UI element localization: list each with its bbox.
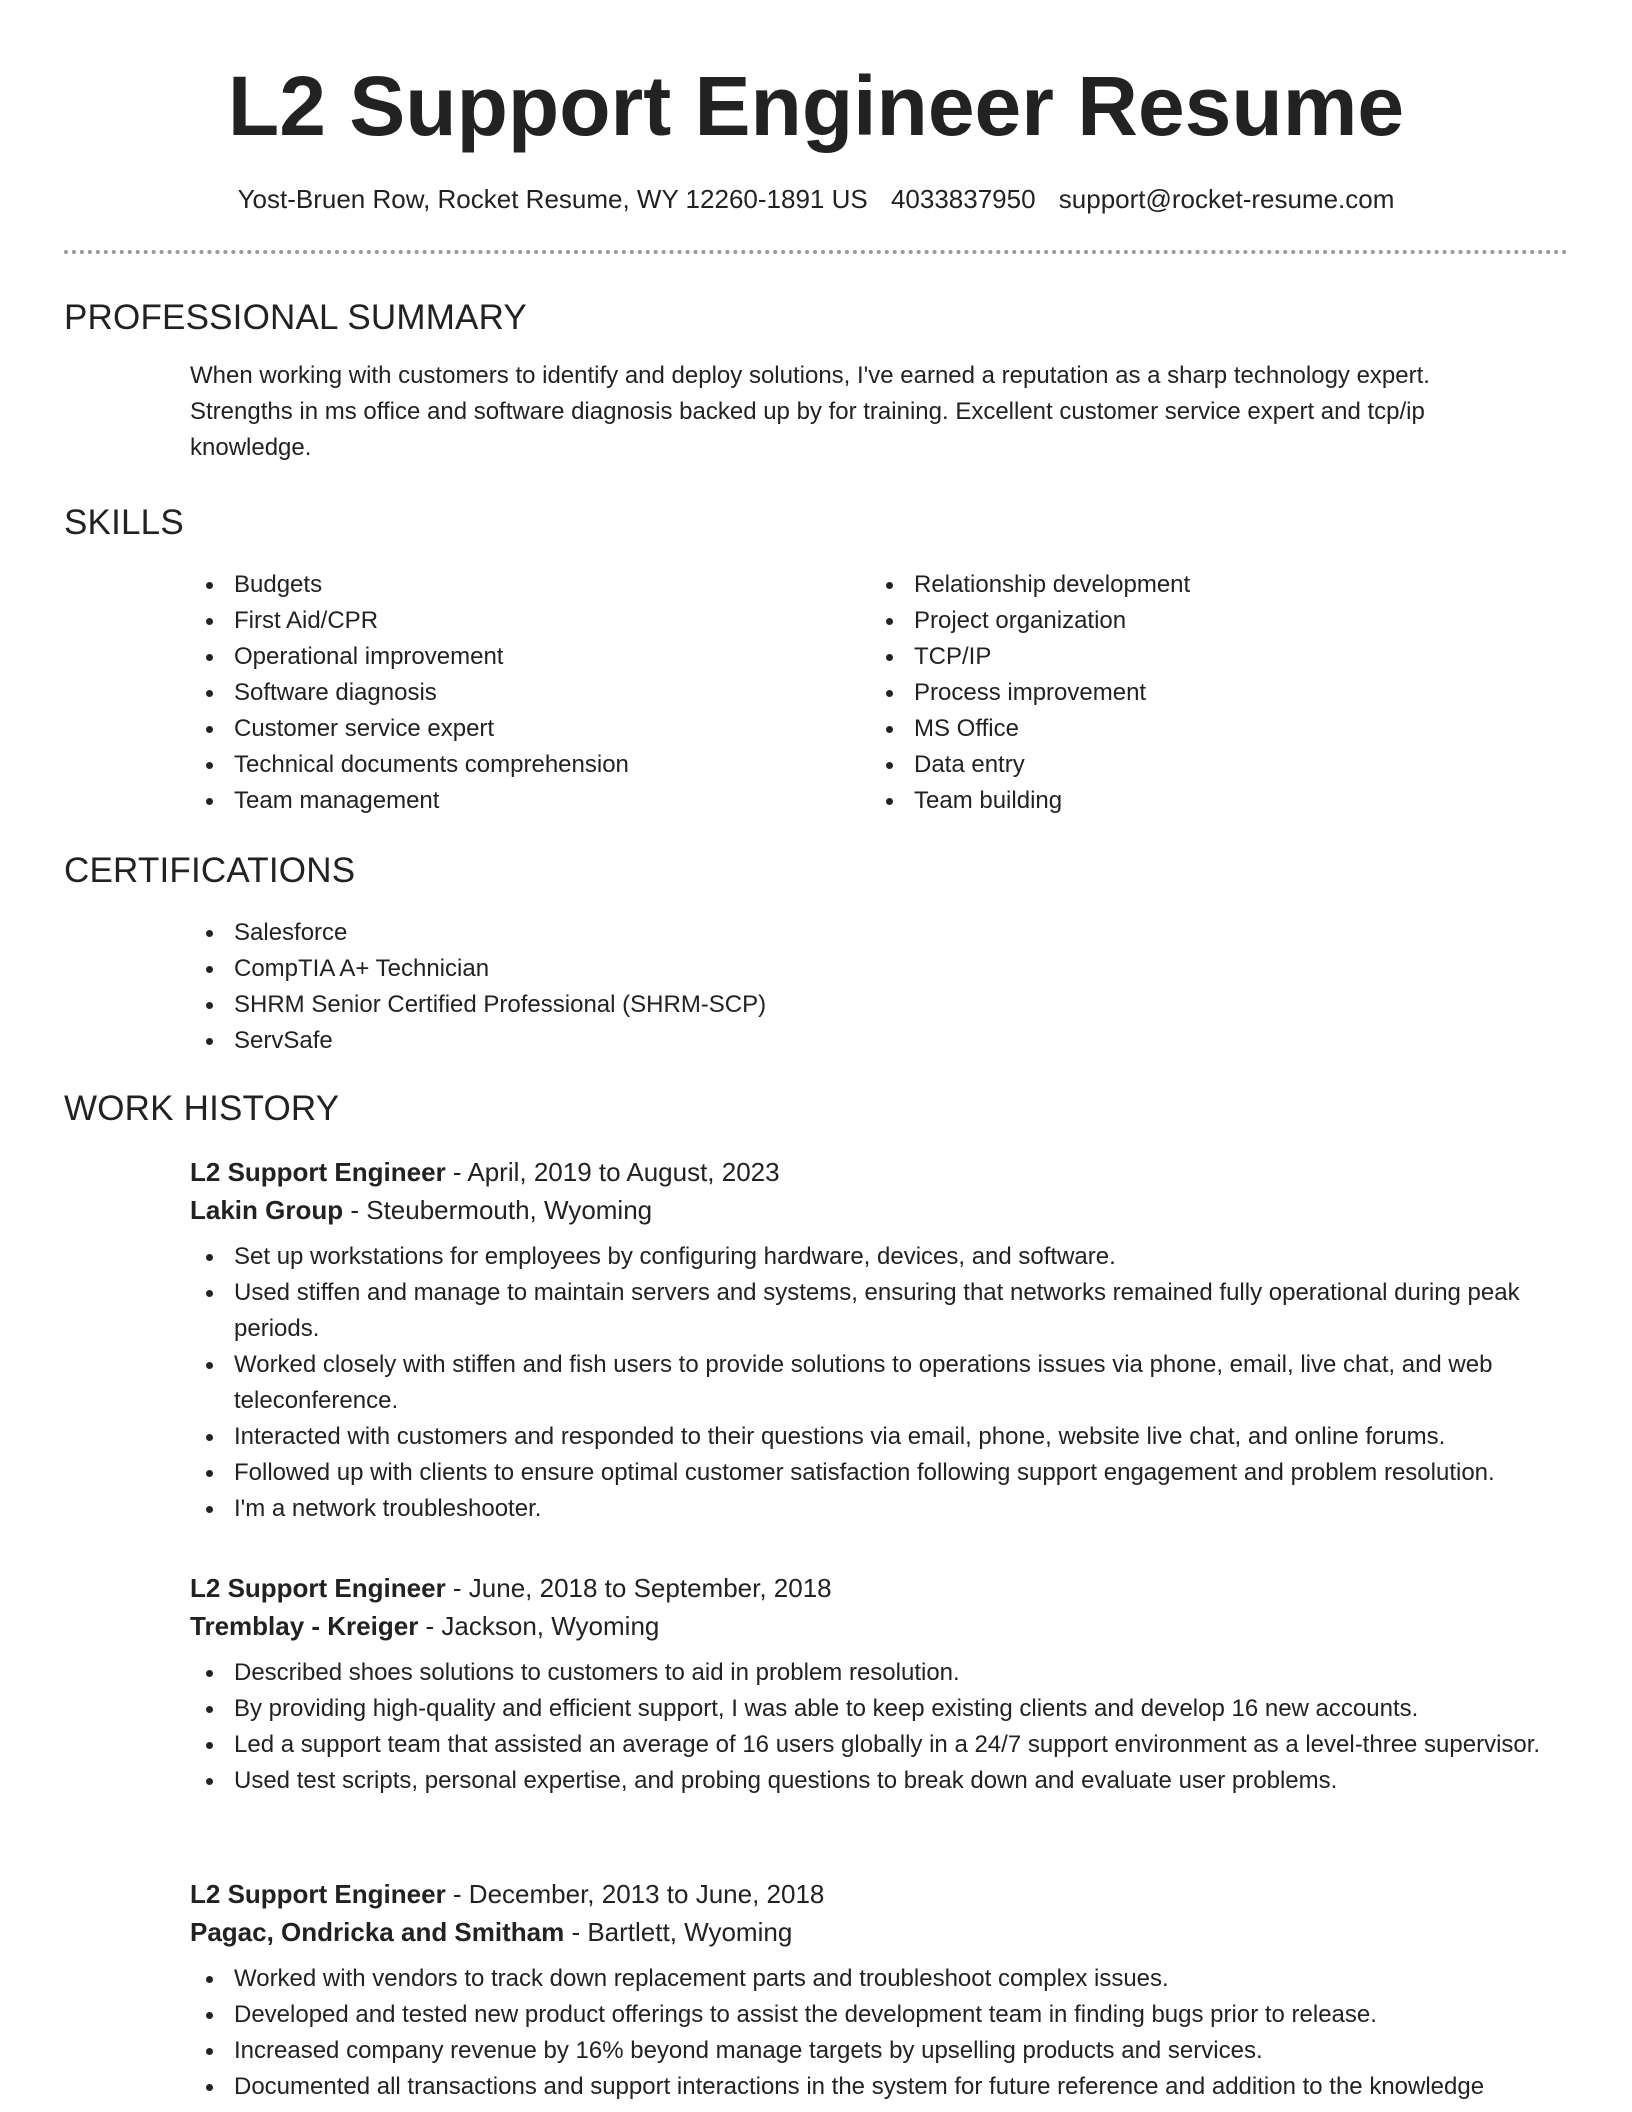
job-title: L2 Support Engineer <box>190 1573 446 1603</box>
job-entry <box>190 1153 1570 1527</box>
skills-section <box>64 501 1568 814</box>
job-bullet: Worked closely with stiffen and fish users to provide solutions to operations issues via phone, email, live chat, and web teleconference. <box>190 1347 1570 1419</box>
summary-line: knowledge. <box>190 434 312 461</box>
job-title-line <box>190 1875 1570 1913</box>
job-bullet: Led a support team that assisted an average of 16 users globally in a 24/7 support environment as a level-three supervisor. <box>190 1727 1570 1763</box>
job-company: Pagac, Ondricka and Smitham <box>190 1917 565 1947</box>
skill-item: Operational improvement <box>190 639 830 675</box>
certification-item: SHRM Senior Certified Professional (SHRM-SCP) <box>190 987 1090 1023</box>
job-bullet: Followed up with clients to ensure optimal customer satisfaction following support engagement and problem resolution. <box>190 1455 1570 1491</box>
job-bullet: Used stiffen and manage to maintain servers and systems, ensuring that networks remained fully operational during peak periods. <box>190 1275 1570 1347</box>
job-dates: - December, 2013 to June, 2018 <box>445 1879 825 1909</box>
job-bullet: Set up workstations for employees by configuring hardware, devices, and software. <box>190 1239 1570 1275</box>
job-title-line <box>190 1569 1570 1607</box>
job-bullet: Developed and tested new product offerings to assist the development team in finding bugs prior to release. <box>190 1997 1570 2033</box>
work-history-section <box>64 1087 1568 1131</box>
job-bullet: Used test scripts, personal expertise, and probing questions to break down and evaluate user problems. <box>190 1763 1570 1799</box>
skill-item: MS Office <box>870 711 1510 747</box>
job-company-line <box>190 1913 1570 1951</box>
skill-item: Software diagnosis <box>190 675 830 711</box>
job-company-line <box>190 1607 1570 1645</box>
skill-item: TCP/IP <box>870 639 1510 675</box>
skill-item: First Aid/CPR <box>190 603 830 639</box>
skill-item: Technical documents comprehension <box>190 747 830 783</box>
job-title-line <box>190 1153 1570 1191</box>
job-location: - Jackson, Wyoming <box>418 1611 660 1641</box>
job-bullet: Described shoes solutions to customers to aid in problem resolution. <box>190 1655 1570 1691</box>
job-bullet: Worked with vendors to track down replacement parts and troubleshoot complex issues. <box>190 1961 1570 1997</box>
job-company-line <box>190 1191 1570 1229</box>
job-dates: - April, 2019 to August, 2023 <box>445 1157 780 1187</box>
job-location: - Bartlett, Wyoming <box>564 1917 793 1947</box>
job-bullet: Increased company revenue by 16% beyond manage targets by upselling products and services. <box>190 2033 1570 2069</box>
skill-item: Relationship development <box>870 567 1510 603</box>
certifications-section <box>64 849 1568 1054</box>
summary-line: When working with customers to identify and deploy solutions, I've earned a reputation as a sharp technology expert. <box>190 362 1430 389</box>
job-bullet: I'm a network troubleshooter. <box>190 1491 1570 1527</box>
job-company: Lakin Group <box>190 1195 344 1225</box>
job-bullet: By providing high-quality and efficient support, I was able to keep existing clients and develop 16 new accounts. <box>190 1691 1570 1727</box>
job-entry <box>190 1569 1570 1799</box>
skills-heading: SKILLS <box>64 503 184 542</box>
contact-line <box>0 181 1632 217</box>
contact-email: support@rocket-resume.com <box>1058 184 1395 214</box>
skill-item: Team management <box>190 783 830 819</box>
job-title: L2 Support Engineer <box>190 1157 446 1187</box>
contact-address: Yost-Bruen Row, Rocket Resume, WY 12260-1891 US <box>237 184 868 214</box>
summary-heading: PROFESSIONAL SUMMARY <box>64 298 527 337</box>
certifications-heading: CERTIFICATIONS <box>64 851 356 890</box>
certifications-list <box>190 915 1090 1059</box>
summary-section <box>64 296 1568 461</box>
work-history-heading: WORK HISTORY <box>64 1089 340 1128</box>
skill-item: Data entry <box>870 747 1510 783</box>
skill-item: Project organization <box>870 603 1510 639</box>
summary-text <box>190 358 1560 466</box>
job-bullets <box>190 1961 1570 2105</box>
job-bullet: Interacted with customers and responded to their questions via email, phone, website live chat, and online forums. <box>190 1419 1570 1455</box>
skill-item: Process improvement <box>870 675 1510 711</box>
job-bullets <box>190 1655 1570 1799</box>
certification-item: ServSafe <box>190 1023 1090 1059</box>
skill-item: Customer service expert <box>190 711 830 747</box>
job-bullet: Documented all transactions and support interactions in the system for future reference and addition to the knowledge <box>190 2069 1570 2105</box>
job-location: - Steubermouth, Wyoming <box>343 1195 653 1225</box>
skills-list-right <box>870 567 1510 819</box>
job-company: Tremblay - Kreiger <box>190 1611 419 1641</box>
skill-item: Team building <box>870 783 1510 819</box>
skills-list-left <box>190 567 830 819</box>
contact-phone: 4033837950 <box>890 184 1036 214</box>
resume-title: L2 Support Engineer Resume <box>227 59 1405 153</box>
skill-item: Budgets <box>190 567 830 603</box>
certification-item: Salesforce <box>190 915 1090 951</box>
job-title: L2 Support Engineer <box>190 1879 446 1909</box>
job-entry <box>190 1875 1570 2105</box>
summary-line: Strengths in ms office and software diagnosis backed up by for training. Excellent customer service expert and tcp/ip <box>190 398 1425 425</box>
job-dates: - June, 2018 to September, 2018 <box>445 1573 832 1603</box>
job-bullets <box>190 1239 1570 1527</box>
header-divider <box>64 250 1568 254</box>
certification-item: CompTIA A+ Technician <box>190 951 1090 987</box>
